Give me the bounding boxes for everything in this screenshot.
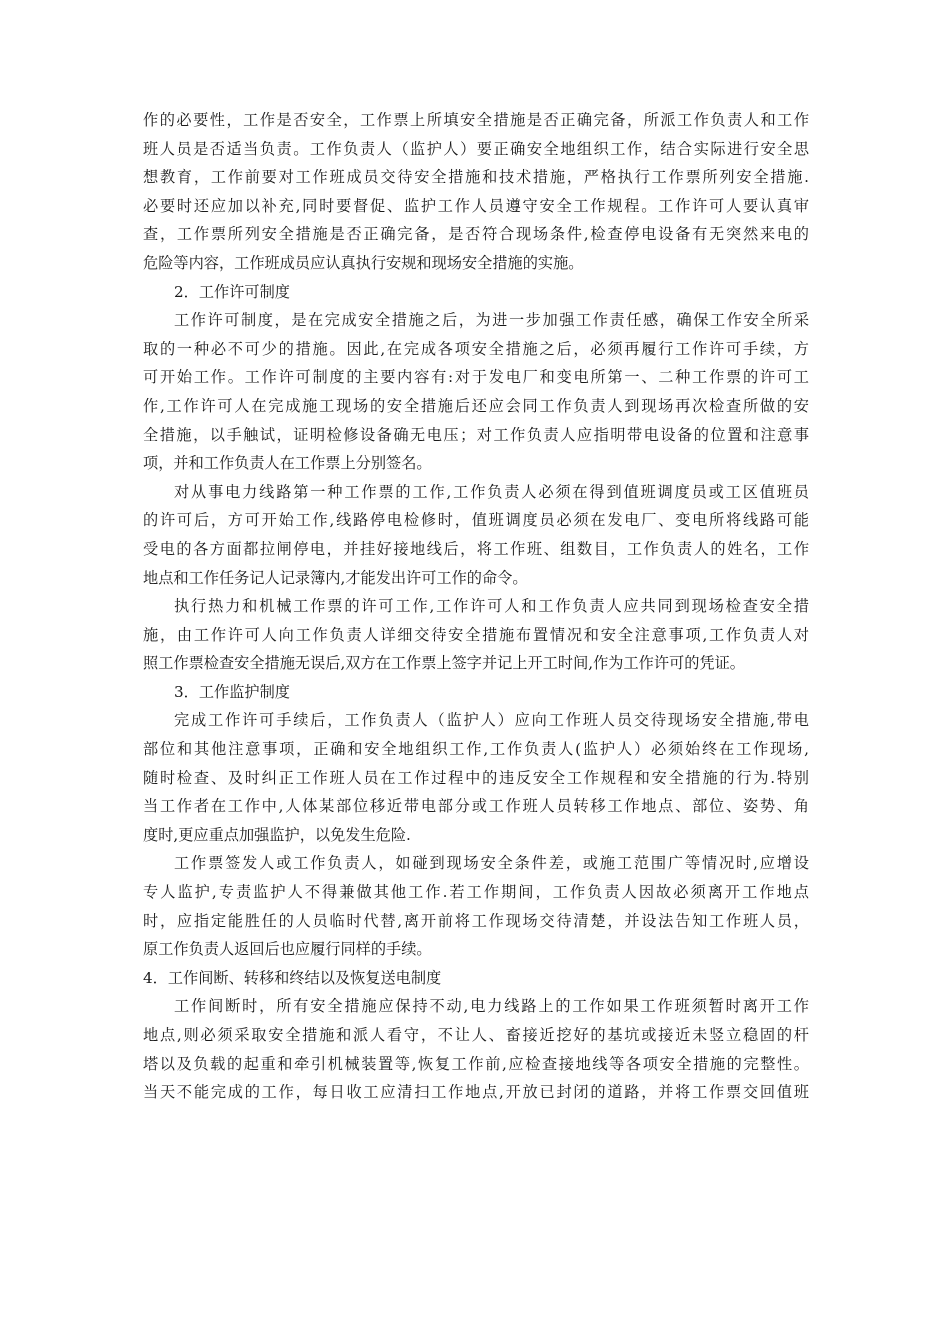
line-text: 随时检查、及时纠正工作班人员在工作过程中的违反安全工作规程和安全措施的行为.特别 — [143, 768, 809, 787]
paragraph-line — [143, 249, 809, 278]
line-text: 必要时还应加以补充,同时要督促、监护工作人员遵守安全工作规程。工作许可人要认真审 — [143, 196, 809, 215]
line-text: 危险等内容，工作班成员应认真执行安规和现场安全措施的实施。 — [143, 253, 584, 272]
section-heading — [143, 678, 809, 707]
paragraph-line — [143, 335, 809, 364]
line-text: 施，由工作许可人向工作负责人详细交待安全措施布置情况和安全注意事项,工作负责人对 — [143, 625, 809, 644]
paragraph-line — [143, 220, 809, 249]
paragraph-line — [143, 849, 809, 878]
paragraph-line — [143, 1021, 809, 1050]
paragraph — [143, 849, 809, 963]
line-text: 专人监护,专责监护人不得兼做其他工作.若工作期间，工作负责人因故必须离开工作地点 — [143, 883, 809, 902]
paragraph — [143, 992, 809, 1106]
paragraph-line — [143, 392, 809, 421]
paragraph-line — [143, 135, 809, 164]
line-text: 地点,则必须采取安全措施和派人看守，不让人、畜接近挖好的基坑或接近未竖立稳固的杆 — [143, 1026, 809, 1044]
paragraph-line — [143, 163, 809, 192]
paragraph — [143, 478, 809, 592]
line-text: 受电的各方面都拉闸停电，并挂好接地线后，将工作班、组数目，工作负责人的姓名，工作 — [143, 539, 809, 558]
paragraph-line — [143, 1050, 809, 1079]
line-text: 地点和工作任务记人记录簿内,才能发出许可工作的命令。 — [143, 568, 528, 587]
paragraph-line — [143, 106, 809, 135]
paragraph-line — [143, 706, 809, 735]
paragraph-line — [143, 992, 809, 1021]
line-text: 对从事电力线路第一种工作票的工作,工作负责人必须在得到值班调度员或工区值班员 — [174, 482, 809, 501]
line-text: 部位和其他注意事项，正确和安全地组织工作,工作负责人(监护人）必须始终在工作现场, — [143, 740, 809, 759]
paragraph-line — [143, 478, 809, 507]
section-heading — [143, 964, 809, 993]
line-text: 项，并和工作负责人在工作票上分别签名。 — [143, 454, 432, 473]
paragraph — [143, 306, 809, 478]
line-text: 完成工作许可手续后，工作负责人（监护人）应向工作班人员交待现场安全措施,带电 — [174, 711, 809, 730]
line-text: 想教育，工作前要对工作班成员交待安全措施和技术措施，严格执行工作票所列安全措施. — [143, 168, 809, 187]
paragraph-line — [143, 421, 809, 450]
paragraph-line — [143, 821, 809, 850]
paragraph-line — [143, 506, 809, 535]
line-text: 时，应指定能胜任的人员临时代替,离开前将工作现场交待清楚，并设法告知工作班人员， — [143, 911, 809, 930]
paragraph-line — [143, 764, 809, 793]
paragraph-line — [143, 535, 809, 564]
paragraph — [143, 106, 809, 278]
paragraph-line — [143, 907, 809, 936]
paragraph-line — [143, 192, 809, 221]
paragraph-line — [143, 792, 809, 821]
line-text: 作,工作许可人在完成施工现场的安全措施后还应会同工作负责人到现场再次检查所做的安 — [143, 396, 809, 415]
line-text: 执行热力和机械工作票的许可工作,工作许可人和工作负责人应共同到现场检查安全措 — [174, 597, 809, 616]
line-text: 照工作票检查安全措施无误后,双方在工作票上签字并记上开工时间,作为工作许可的凭证。 — [143, 654, 745, 673]
line-text: 全措施，以手触试，证明检修设备确无电压；对工作负责人应指明带电设备的位置和注意事 — [143, 425, 809, 444]
paragraph-line — [143, 592, 809, 621]
line-text: 工作间断时，所有安全措施应保持不动,电力线路上的工作如果工作班须暂时离开工作 — [174, 997, 809, 1016]
paragraph-line — [143, 878, 809, 907]
document-page — [143, 106, 809, 1107]
paragraph-line — [143, 649, 809, 678]
paragraph-line — [143, 935, 809, 964]
line-text: 原工作负责人返回后也应履行同样的手续。 — [143, 940, 432, 959]
paragraph-line — [143, 564, 809, 593]
line-text: 班人员是否适当负责。工作负责人（监护人）要正确安全地组织工作，结合实际进行安全思 — [143, 139, 809, 158]
paragraph-line — [143, 1078, 809, 1107]
line-text: 取的一种必不可少的措施。因此,在完成各项安全措施之后，必须再履行工作许可手续，方 — [143, 339, 809, 358]
paragraph-line — [143, 735, 809, 764]
line-text: 工作票签发人或工作负责人，如碰到现场安全条件差，或施工范围广等情况时,应增设 — [174, 854, 809, 873]
paragraph-line — [143, 449, 809, 478]
paragraph — [143, 706, 809, 849]
line-text: 可开始工作。工作许可制度的主要内容有:对于发电厂和变电所第一、二种工作票的许可工 — [143, 368, 809, 387]
line-text: 度时,更应重点加强监护，以免发生危险. — [143, 825, 411, 844]
section-heading-text: 2．工作许可制度 — [174, 282, 290, 301]
section-heading-text: 3．工作监护制度 — [174, 682, 290, 701]
paragraph-line — [143, 306, 809, 335]
paragraph-line — [143, 621, 809, 650]
line-text: 查，工作票所列安全措施是否正确完备，是否符合现场条件,检查停电设备有无突然来电的 — [143, 225, 809, 244]
line-text: 工作许可制度，是在完成安全措施之后，为进一步加强工作责任感，确保工作安全所采 — [174, 311, 809, 330]
paragraph — [143, 592, 809, 678]
line-text: 当天不能完成的工作，每日收工应清扫工作地点,开放已封闭的道路，并将工作票交回值班 — [143, 1083, 809, 1102]
section-heading-text: 4．工作间断、转移和终结以及恢复送电制度 — [143, 968, 442, 987]
paragraph-line — [143, 363, 809, 392]
line-text: 作的必要性，工作是否安全，工作票上所填安全措施是否正确完备，所派工作负责人和工作 — [143, 111, 809, 129]
line-text: 的许可后，方可开始工作,线路停电检修时，值班调度员必须在发电厂、变电所将线路可能 — [143, 511, 809, 530]
line-text: 塔以及负载的起重和牵引机械装置等,恢复工作前,应检查接地线等各项安全措施的完整性。 — [143, 1054, 809, 1073]
section-heading — [143, 278, 809, 307]
line-text: 当工作者在工作中,人体某部位移近带电部分或工作班人员转移工作地点、部位、姿势、角 — [143, 797, 809, 816]
